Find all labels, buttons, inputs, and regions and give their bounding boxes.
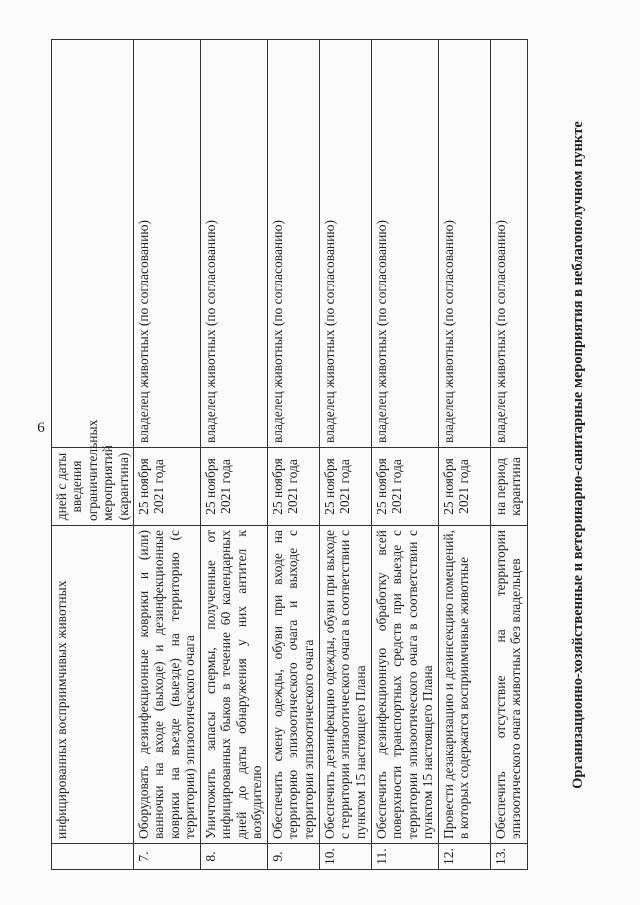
section-heading: Организационно-хозяйственные и ветеринарно-санитарные мероприятия в неблагополучном пункте: [570, 121, 586, 789]
row-number: [52, 844, 134, 870]
measure-description: Оборудовать дезинфекционные коврики и (или) ванночки на входе (выходе) и дезинфекционные коврики на въезде (выезде) на территорию (с территории) эпизоотического очага: [134, 526, 201, 844]
measure-term: 25 ноября 2021 года: [134, 448, 201, 526]
table-row: [134, 40, 201, 870]
measure-description: инфицированных восприимчивых животных: [52, 526, 134, 844]
row-number: 13.: [491, 844, 528, 870]
row-number: 11.: [372, 844, 439, 870]
responsible-party: владелец животных (по согласованию): [372, 40, 439, 448]
row-number: 9.: [268, 844, 320, 870]
measure-term: на период карантина: [491, 448, 528, 526]
responsible-party: [52, 40, 134, 448]
measure-description: Провести дезакаризацию и дезинсекцию помещений, в которых содержатся восприимчивые животные: [439, 526, 491, 844]
responsible-party: владелец животных (по согласованию): [439, 40, 491, 448]
table-row: [320, 40, 372, 870]
row-number: 8.: [201, 844, 268, 870]
measure-term: дней с даты введения ограничительных мероприятий (карантина): [52, 448, 134, 526]
responsible-party: владелец животных (по согласованию): [201, 40, 268, 448]
table-row: [268, 40, 320, 870]
responsible-party: владелец животных (по согласованию): [268, 40, 320, 448]
responsible-party: владелец животных (по согласованию): [134, 40, 201, 448]
measure-term: 25 ноября 2021 года: [372, 448, 439, 526]
table-row: [491, 40, 528, 870]
table-row: [439, 40, 491, 870]
table-row: [201, 40, 268, 870]
responsible-party: владелец животных (по согласованию): [320, 40, 372, 448]
row-number: 10.: [320, 844, 372, 870]
measures-table: [51, 39, 528, 870]
measure-description: Обеспечить отсутствие на территории эпизоотического очага животных без владельцев: [491, 526, 528, 844]
table-row: [52, 40, 134, 870]
measure-term: 25 ноября 2021 года: [320, 448, 372, 526]
measure-description: Обеспечить дезинфекцию одежды, обуви при выходе с территории эпизоотического очага в соответствии с пунктом 15 настоящего Плана: [320, 526, 372, 844]
measure-description: Уничтожить запасы спермы, полученные от инфицированных быков в течение 60 календарных дней до даты обнаружения у них антител к возбудителю: [201, 526, 268, 844]
row-number: 7.: [134, 844, 201, 870]
measure-term: 25 ноября 2021 года: [268, 448, 320, 526]
row-number: 12.: [439, 844, 491, 870]
table-row: [372, 40, 439, 870]
measure-description: Обеспечить смену одежды, обуви при входе на территорию эпизоотического очага и выходе с территории эпизоотического очага: [268, 526, 320, 844]
measure-description: Обеспечить дезинфекционную обработку всей поверхности транспортных средств при выезде с территории эпизоотического очага в соответствии с пунктом 15 настоящего Плана: [372, 526, 439, 844]
responsible-party: владелец животных (по согласованию): [491, 40, 528, 448]
page-number: 6: [37, 420, 45, 436]
measure-term: 25 ноября 2021 года: [201, 448, 268, 526]
measure-term: 25 ноября 2021 года: [439, 448, 491, 526]
